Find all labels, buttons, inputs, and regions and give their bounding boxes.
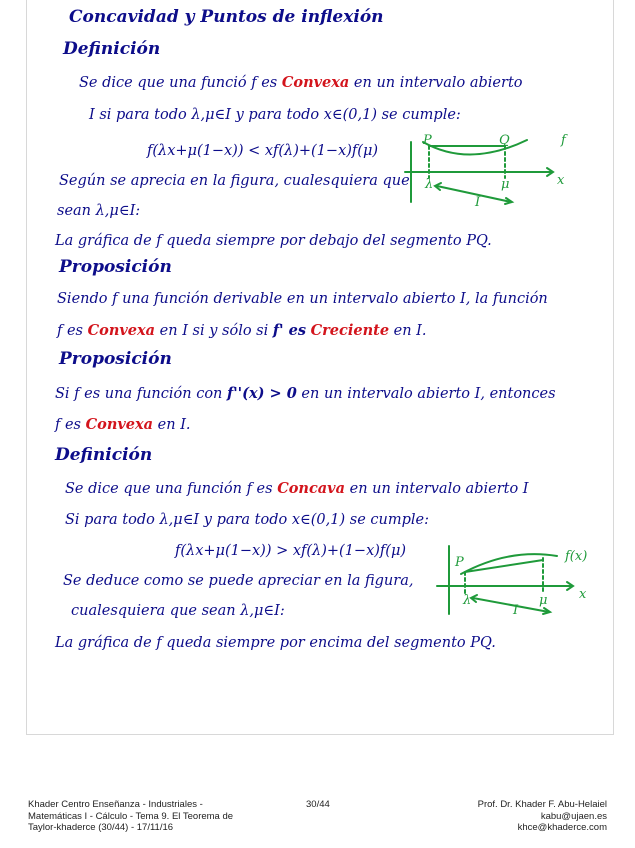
point-p-label: P	[423, 133, 432, 148]
def2-line2: Si para todo λ,μ∈I y para todo x∈(0,1) se cumple:	[65, 512, 429, 528]
def2-line4: cualesquiera que sean λ,μ∈I:	[71, 603, 285, 619]
convex-function-figure	[401, 132, 581, 212]
interval-arrow	[473, 598, 549, 612]
function-curve	[423, 140, 527, 155]
page-number: 30/44	[306, 799, 330, 810]
prop1-line2: f es Convexa en I si y sólo si f' es Creciente en I.	[57, 322, 427, 339]
interval-label: I	[513, 603, 519, 618]
def1-line2: I si para todo λ,μ∈I y para todo x∈(0,1) se cumple:	[89, 107, 461, 123]
def2-line1: Se dice que una función f es Concava en un intervalo abierto I	[65, 480, 529, 497]
def2-line5: La gráfica de f queda siempre por encima del segmento PQ.	[55, 635, 496, 651]
concave-function-figure	[431, 540, 601, 620]
def2-formula: f(λx+μ(1−x)) > xf(λ)+(1−x)f(μ)	[175, 543, 407, 559]
page-footer	[0, 799, 635, 839]
footer-author-info: Prof. Dr. Khader F. Abu-Helaiel kabu@ujaen.es khce@khaderce.com	[477, 799, 607, 833]
mu-label: μ	[539, 593, 548, 608]
x-axis-label: x	[557, 173, 565, 188]
notes-page	[26, 0, 614, 735]
point-q-label: Q	[499, 133, 510, 148]
prop2-line1: Si f es una función con f''(x) > 0 en un intervalo abierto I, entonces	[55, 385, 556, 402]
def1-line1: Se dice que una funció f es Convexa en un intervalo abierto	[79, 74, 523, 91]
page-title: Concavidad y Puntos de inflexión	[69, 7, 384, 27]
function-label: f	[561, 133, 566, 148]
def1-line4: sean λ,μ∈I:	[57, 203, 141, 219]
x-axis-label: x	[579, 587, 587, 602]
def1-line5: La gráfica de f queda siempre por debajo del segmento PQ.	[55, 233, 492, 249]
definition-heading: Definición	[55, 445, 153, 465]
def1-formula: f(λx+μ(1−x)) < xf(λ)+(1−x)f(μ)	[147, 143, 379, 159]
interval-arrow	[437, 186, 511, 202]
interval-label: I	[475, 195, 481, 210]
proposition-heading: Proposición	[59, 257, 172, 277]
definition-heading: Definición	[63, 39, 161, 59]
point-p-label: P	[455, 555, 464, 570]
def2-line3: Se deduce como se puede apreciar en la figura,	[63, 573, 414, 589]
lambda-label: λ	[425, 177, 434, 192]
def1-line3: Según se aprecia en la figura, cualesquiera que	[59, 173, 410, 189]
lambda-label: λ	[463, 593, 472, 608]
proposition-heading: Proposición	[59, 349, 172, 369]
prop1-line1: Siendo f una función derivable en un intervalo abierto I, la función	[57, 291, 548, 307]
function-label: f(x)	[565, 549, 588, 564]
footer-course-info: Khader Centro Enseñanza - Industriales - Matemáticas I - Cálculo - Tema 9. El Teorema de Taylor-khaderce (30/44) - 17/11/16	[28, 799, 234, 833]
mu-label: μ	[501, 177, 510, 192]
prop2-line2: f es Convexa en I.	[55, 416, 191, 433]
